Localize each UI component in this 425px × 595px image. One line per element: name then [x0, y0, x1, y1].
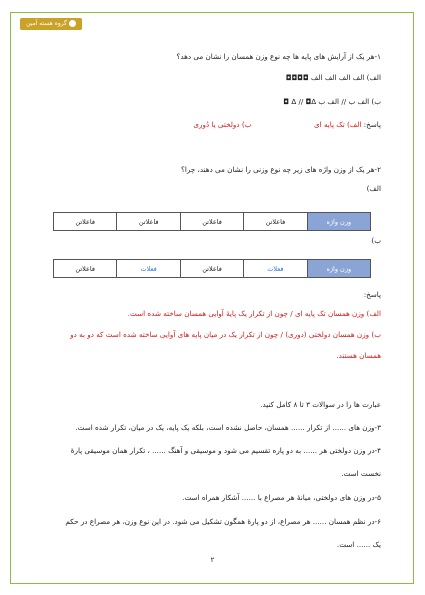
- q2-question: ۲-هر یک از وزن واژه های زیر چه نوع وزنی را نشان می دهند، چرا؟: [181, 165, 381, 174]
- q4-text-line2: نخست است.: [341, 469, 381, 478]
- q1-option-b: ب) الف ب // الف ب ∆◘ // ∆ ◘: [283, 97, 381, 106]
- q1-answer-b: ب) دولختی یا دُوری: [193, 120, 252, 129]
- table-cell: فاعلاتن: [117, 213, 180, 231]
- table-row: [54, 213, 371, 231]
- q2-answer-a: الف) وزن همسان تک پایه ای / چون از تکرار یک پایۀ آوایی همسان ساخته شده است.: [127, 309, 381, 318]
- table-cell: فاعلاتن: [180, 260, 243, 278]
- table-header-cell: وزن واژه: [307, 213, 370, 231]
- weight-table-b: [53, 259, 371, 278]
- q1-answer-a: الف) تک پایه ای: [314, 120, 362, 129]
- table-cell: فعلات: [117, 260, 180, 278]
- q2-label-a: الف): [366, 184, 381, 193]
- table-row: [54, 260, 371, 278]
- weight-table-a: [53, 212, 371, 231]
- table-cell: فعلات: [244, 260, 307, 278]
- q2-label-b: ب): [371, 236, 381, 245]
- table-header-cell: وزن واژه: [307, 260, 370, 278]
- q2-answer-b-line1: ب) وزن همسان دولختی (دوری) / چون از تکرار یک در میان پایه های آوایی ساخته شده است که دو به دو: [70, 330, 381, 339]
- q2-answer-label: پاسخ:: [363, 290, 381, 299]
- table-cell: فاعلاتن: [54, 213, 117, 231]
- q3-text: ۳-وزن های ...... از تکرار ...... همسان، حاصل نشده است، بلکه یک پایه، یک در میان، تکرار شده است.: [75, 423, 381, 432]
- logo-text: گروه هسته آمین: [26, 20, 67, 27]
- fill-intro: عبارت ها را در سوالات ۳ تا ۸ کامل کنید.: [260, 400, 381, 409]
- q1-option-a: الف) الف الف الف الف ◘◘◘◘: [285, 73, 381, 82]
- q1-answer-label: پاسخ:: [363, 120, 381, 129]
- table-cell: فاعلاتن: [54, 260, 117, 278]
- q1-question: ۱-هر یک از آرایش های پایه ها چه نوع وزن همسان را نشان می دهد؟: [176, 52, 381, 61]
- page-number: ۲: [210, 556, 215, 564]
- q1-answer: [193, 120, 381, 130]
- q5-text: ۵-در وزن های دولختی، میانۀ هر مصراع با ...... آشکار همراه است.: [182, 493, 381, 502]
- logo-emblem-icon: [69, 20, 76, 27]
- table-cell: فاعلاتن: [180, 213, 243, 231]
- table-cell: فاعلاتن: [244, 213, 307, 231]
- q6-text-line1: ۶-در نظم همسان ...... هر مصراع، از دو پارۀ همگون تشکیل می شود. در این نوع وزن، هر مصراع در حکم: [65, 517, 381, 526]
- q2-answer-b-line2: همسان هستند.: [336, 351, 381, 360]
- q6-text-line2: یک ...... است.: [336, 540, 381, 549]
- q4-text-line1: ۴-در وزن دولختی هر ...... به دو پاره تقسیم می شود و موسیقی و آهنگ ...... ، تکرار همان موسیقی پارۀ: [70, 446, 381, 455]
- publisher-logo: [20, 18, 82, 30]
